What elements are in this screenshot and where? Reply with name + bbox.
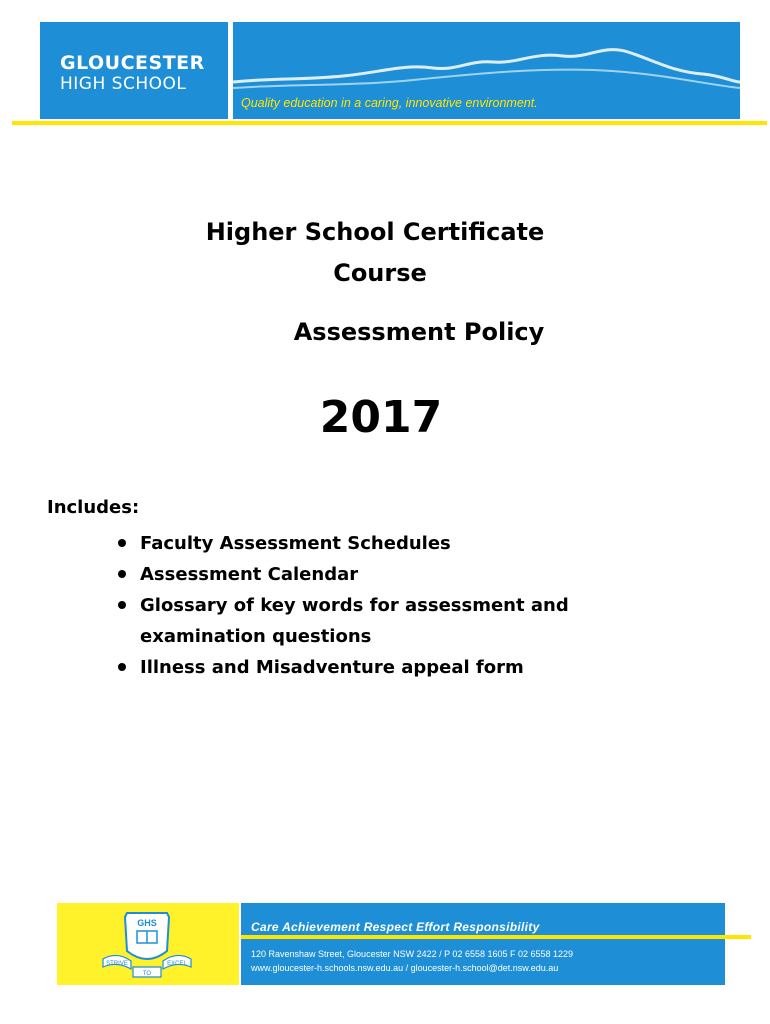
footer-contact-panel	[241, 903, 725, 985]
crest-motto-right: EXCEL	[167, 961, 187, 967]
list-item: Illness and Misadventure appeal form	[118, 652, 638, 683]
includes-list	[118, 528, 638, 683]
title-year: 2017	[319, 392, 443, 443]
crest-initials: GHS	[137, 918, 157, 928]
school-address: 120 Ravenshaw Street, Gloucester NSW 2422 / P 02 6558 1605 F 02 6558 1229	[251, 949, 574, 959]
title-line-1: Higher School Certificate	[205, 218, 545, 246]
school-crest-icon	[97, 907, 197, 981]
letterhead-banner	[0, 0, 770, 140]
crest-motto-mid: TO	[142, 971, 152, 977]
header-divider	[12, 121, 767, 125]
includes-label: Includes:	[47, 497, 140, 518]
list-item: Faculty Assessment Schedules	[118, 528, 638, 559]
school-logo	[40, 22, 228, 119]
crest-motto-left: STRIVE	[106, 961, 128, 967]
school-name-line1: GLOUCESTER	[60, 52, 205, 74]
footer-divider	[241, 935, 751, 939]
list-item: Glossary of key words for assessment and examination questions	[118, 590, 638, 652]
school-tagline: Quality education in a caring, innovative environment.	[241, 96, 538, 110]
school-crest-panel	[57, 903, 239, 985]
list-item: Assessment Calendar	[118, 559, 638, 590]
tagline-panel	[233, 22, 740, 119]
school-web-email: www.gloucester-h.schools.nsw.edu.au / gloucester-h.school@det.nsw.edu.au	[251, 963, 559, 973]
school-values: Care Achievement Respect Effort Responsibility	[251, 920, 540, 934]
school-name-line2: HIGH SCHOOL	[60, 74, 187, 94]
title-line-2: Course	[333, 259, 427, 287]
title-line-3: Assessment Policy	[293, 318, 545, 346]
